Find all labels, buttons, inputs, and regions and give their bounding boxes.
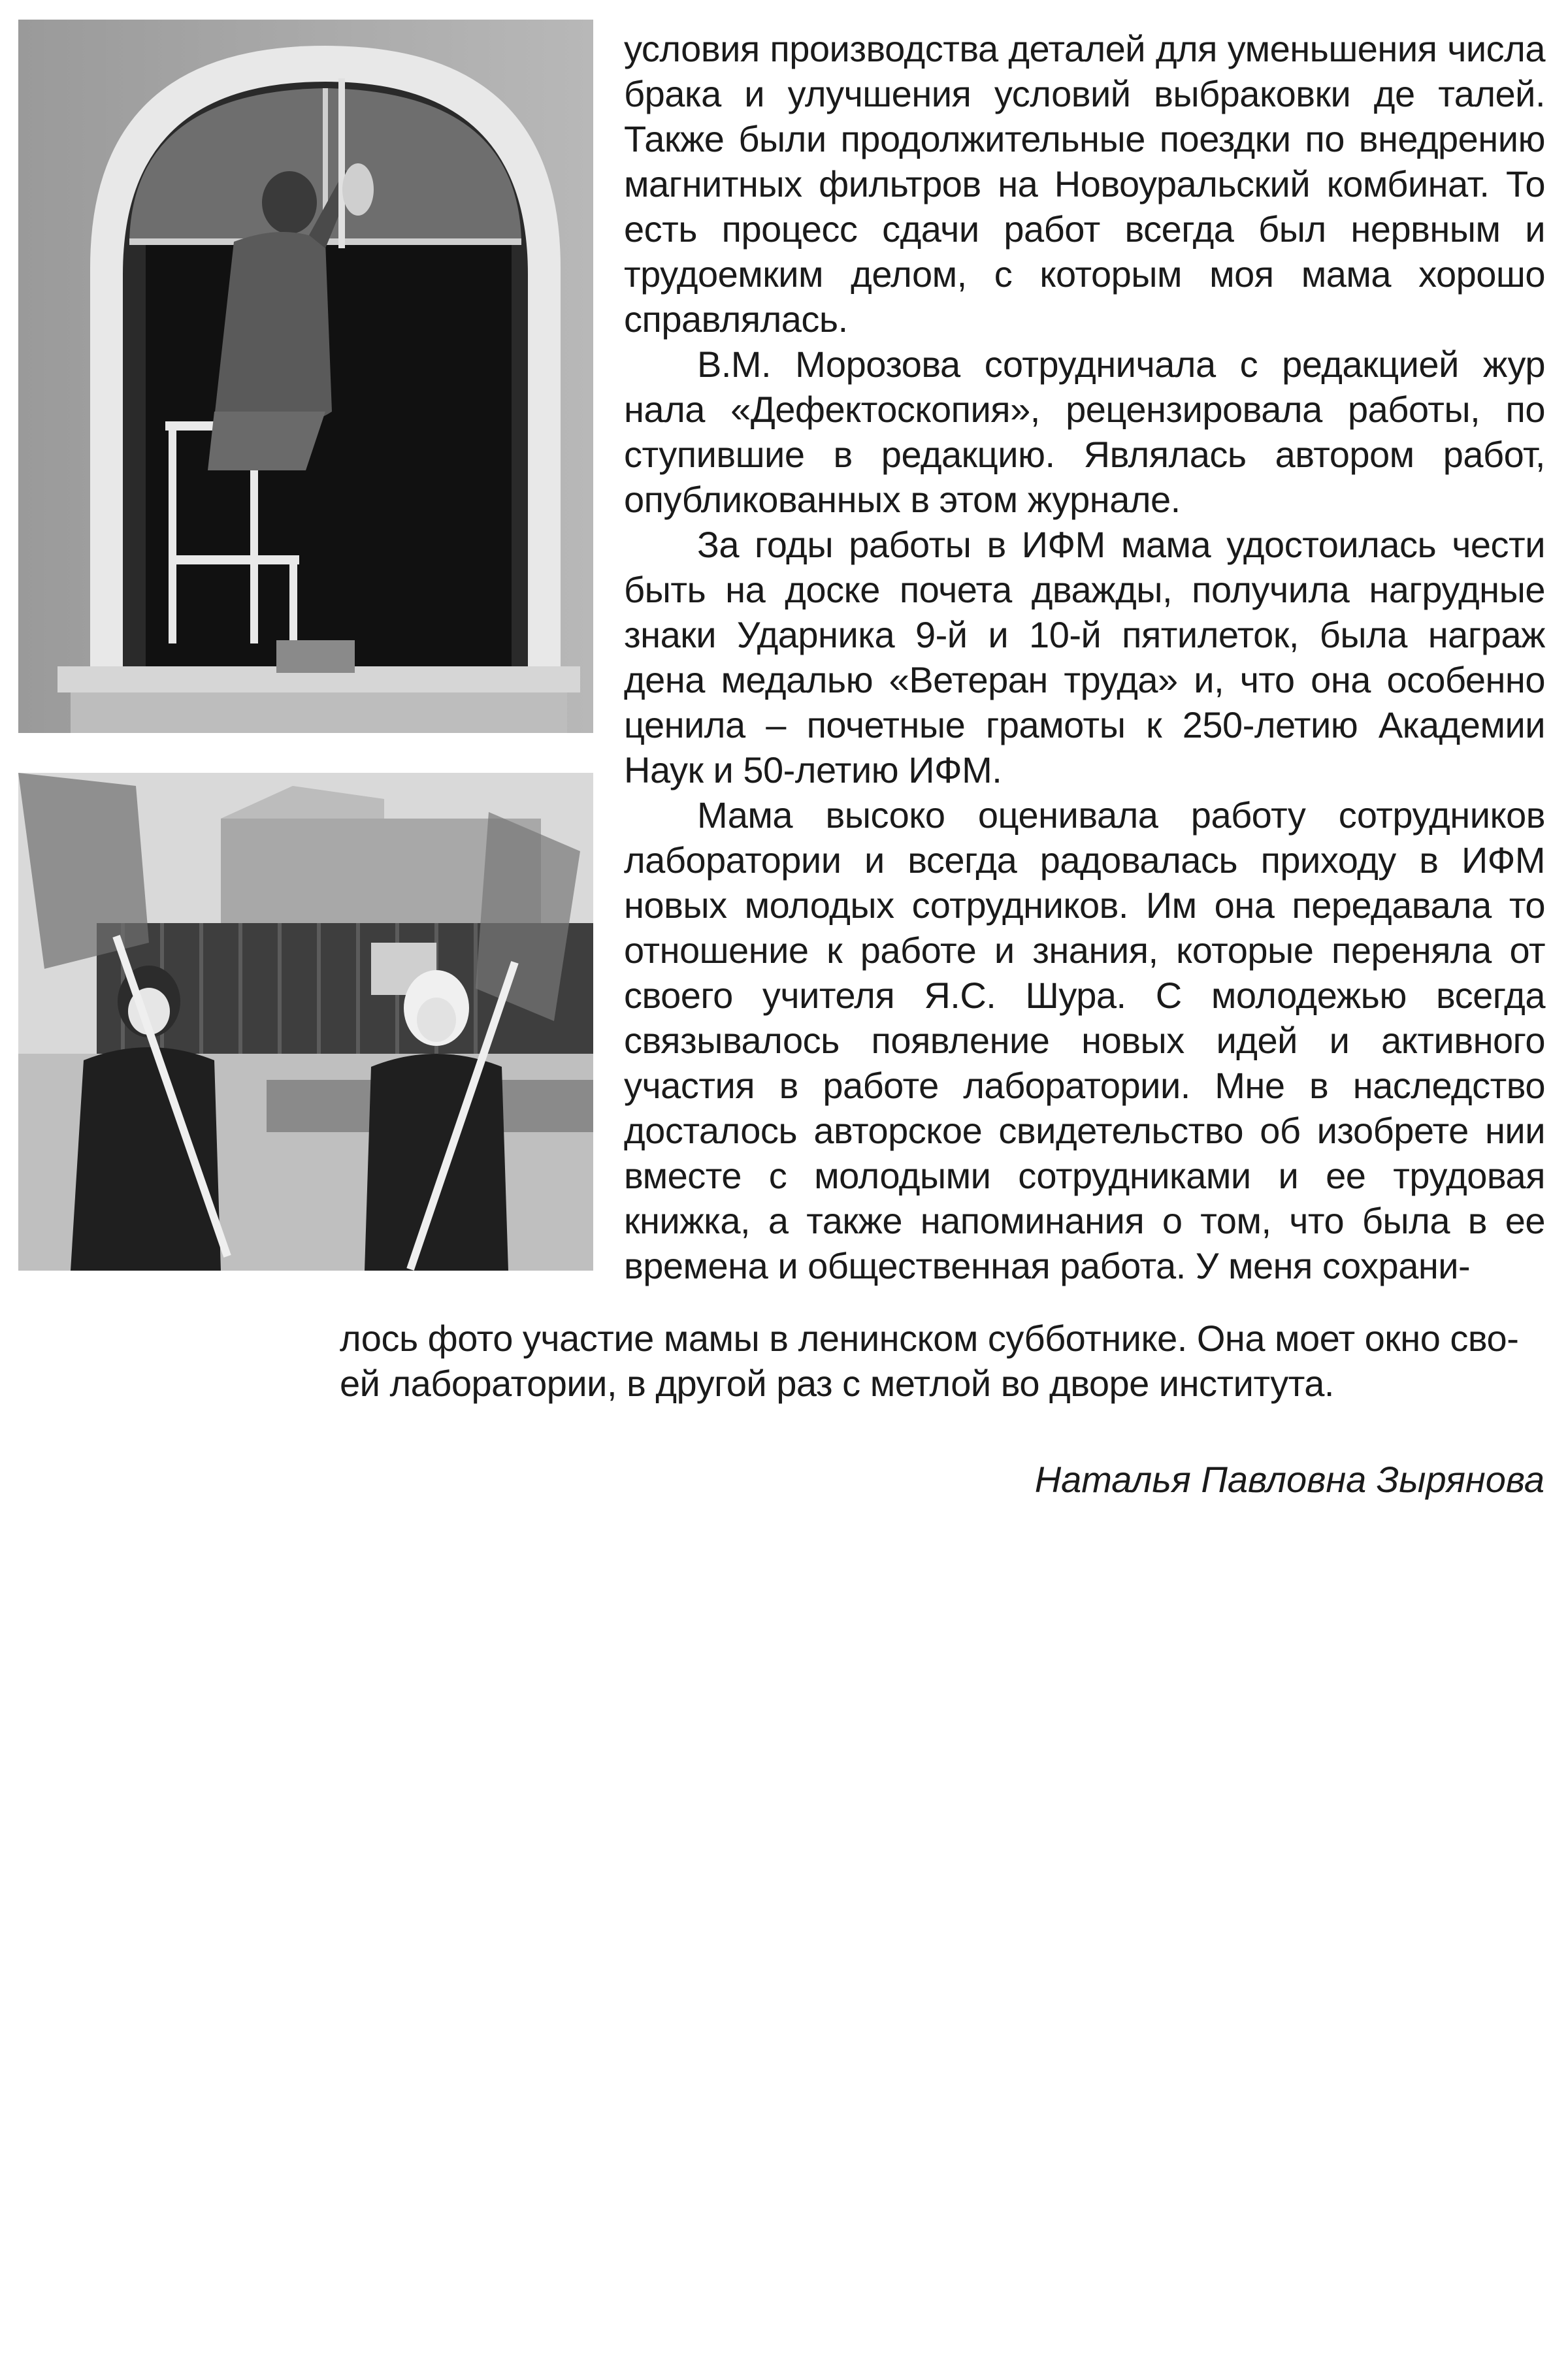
text-line: внедрению магнитных фильтров на Новоуральский — [624, 118, 1545, 204]
continuation-line-1: лось фото участие мамы в ленинском субботнике. Она моет окно сво- — [340, 1318, 1519, 1359]
text-line: новых молодых сотрудников. Им она передавала — [624, 885, 1509, 926]
text-line: талей. Также были продолжительные поездки по — [624, 73, 1546, 159]
paragraph-4 — [624, 792, 1545, 1288]
text-line: книжка, а также напоминания о том, что была в ее — [624, 1200, 1545, 1241]
text-line: ступившие в редакцию. Являлась автором работ, — [624, 434, 1545, 475]
text-line: нии вместе с молодыми сотрудниками и ее трудовая — [624, 1110, 1545, 1196]
paragraph-2 — [624, 342, 1545, 522]
continuation-line-2: ей лаборатории, в другой раз с метлой во дворе института. — [340, 1363, 1334, 1404]
text-line: Мама высоко оценивала работу сотрудников — [697, 794, 1545, 836]
text-line: то отношение к работе и знания, которые переняла — [624, 885, 1545, 971]
text-line: досталось авторское свидетельство об изобрете — [624, 1110, 1469, 1151]
text-line: ценила – почетные грамоты к 250-летию Академии — [624, 704, 1545, 745]
text-line: участия в работе лаборатории. Мне в наследство — [624, 1065, 1545, 1106]
text-line: хорошо справлялась. — [624, 253, 1545, 340]
text-line: времена и общественная работа. У меня сохрани- — [624, 1245, 1471, 1286]
text-line: опубликованных в этом журнале. — [624, 479, 1181, 520]
text-line: связывалось появление новых идей и активного — [624, 1020, 1545, 1061]
text-line: комбинат. То есть процесс сдачи работ всегда был — [624, 163, 1545, 250]
text-line: от своего учителя Я.С. Шура. С молодежью всегда — [624, 930, 1545, 1016]
text-line: нервным и трудоемким делом, с которым моя мама — [624, 208, 1546, 295]
text-line: знаки Ударника 9-й и 10-й пятилеток, была награж — [624, 614, 1545, 655]
paragraph-1 — [624, 26, 1545, 342]
subbotnik-brooms-photo — [18, 773, 593, 1271]
article-text-column — [624, 26, 1545, 1288]
text-line: быть на доске почета дважды, получила нагрудные — [624, 569, 1545, 610]
text-line: Наук и 50-летию ИФМ. — [624, 749, 1002, 790]
text-line: лаборатории и всегда радовалась приходу в ИФМ — [624, 839, 1545, 881]
text-line: числа брака и улучшения условий выбраковки де — [624, 28, 1545, 114]
author-signature: Наталья Павловна Зырянова — [1034, 1459, 1544, 1500]
text-line: В.М. Морозова сотрудничала с редакцией жур — [697, 344, 1545, 385]
paragraph-3 — [624, 522, 1545, 792]
text-line: условия производства деталей для уменьшения — [624, 28, 1448, 69]
window-cleaning-photo — [18, 20, 593, 733]
text-line: нала «Дефектоскопия», рецензировала работы, по — [624, 389, 1545, 430]
text-line: За годы работы в ИФМ мама удостоилась чести — [697, 524, 1545, 565]
text-line: дена медалью «Ветеран труда» и, что она особенно — [624, 659, 1545, 700]
